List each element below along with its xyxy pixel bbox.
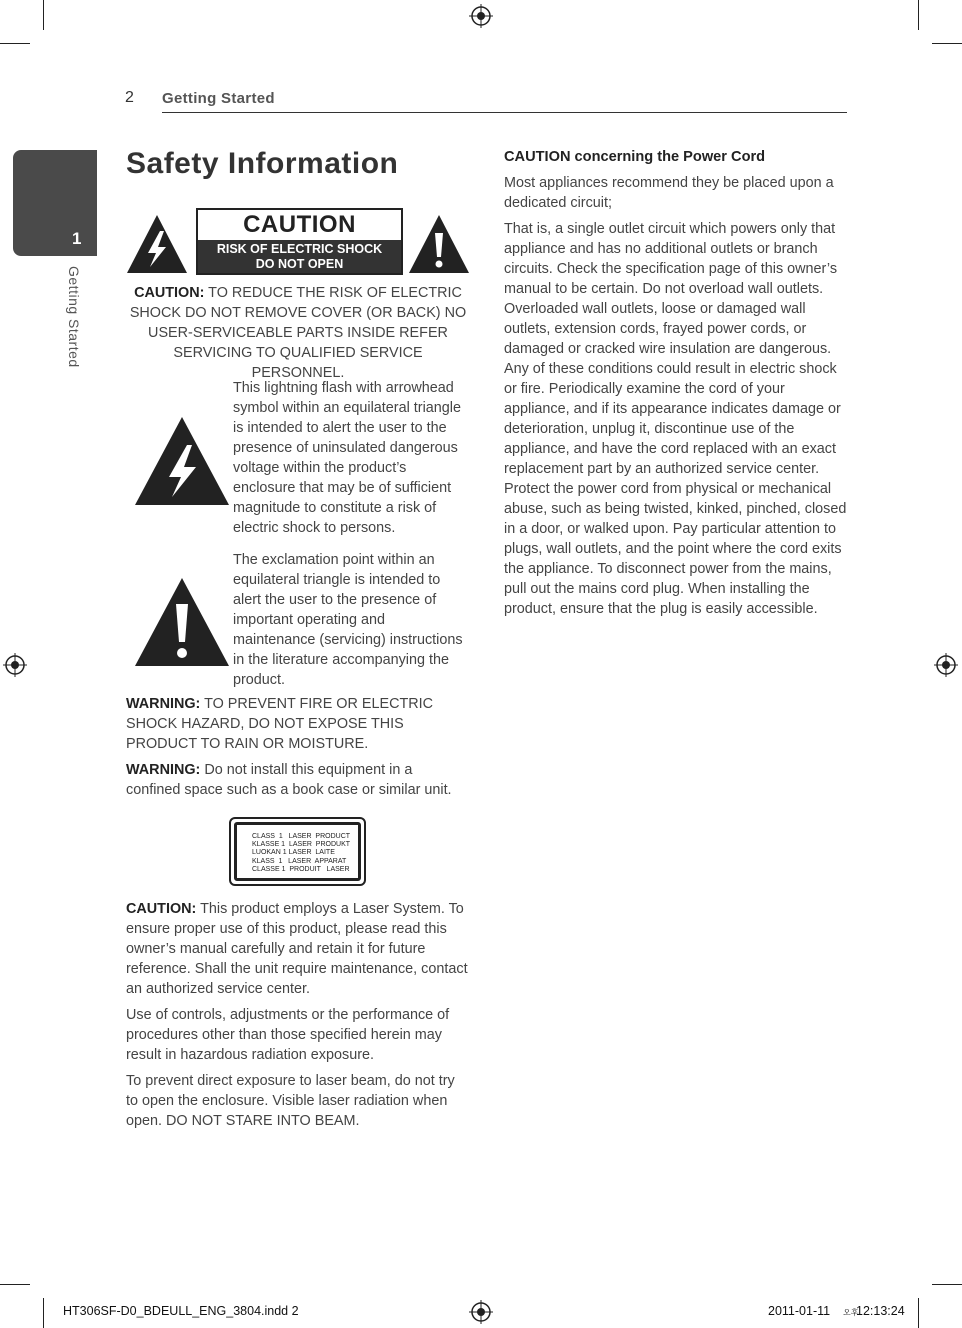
- caution-word: CAUTION: [243, 211, 356, 238]
- warning-text: Do not install this equipment in a confined space such as a book case or similar unit.: [126, 762, 452, 798]
- crop-mark: [918, 0, 919, 30]
- slug-time: 12:13:24: [856, 1304, 905, 1318]
- warning-rain: [126, 694, 470, 754]
- power-cord-heading: CAUTION concerning the Power Cord: [504, 149, 766, 165]
- chapter-label: Getting Started: [66, 266, 82, 368]
- section-header: Getting Started: [162, 90, 275, 107]
- crop-mark: [0, 1284, 30, 1285]
- power-cord-paragraph: Most appliances recommend they be placed upon a dedicated circuit;: [504, 175, 834, 211]
- slug-date: 2011-01-11: [768, 1304, 831, 1318]
- warning-lead: WARNING:: [126, 696, 201, 712]
- slug-marker: 오후: [843, 1308, 859, 1317]
- crop-mark: [43, 0, 44, 30]
- lightning-triangle-icon: [126, 213, 188, 275]
- crop-mark: [932, 1284, 962, 1285]
- caution-subtitle-line: DO NOT OPEN: [255, 257, 344, 271]
- laser-paragraph: To prevent direct exposure to laser beam, do not try to open the enclosure. Visible laser radiation when open. DO NOT STARE INTO BEAM.: [126, 1073, 455, 1129]
- exclamation-triangle-icon: [408, 213, 470, 275]
- registration-mark-icon: [469, 4, 493, 28]
- caution-subtitle-line: RISK OF ELECTRIC SHOCK: [216, 242, 383, 256]
- caution-notice: [126, 283, 470, 383]
- power-cord-paragraph: That is, a single outlet circuit which powers only that appliance and has no additional outlets or branch circuits. Check the specification page of this owner’s manual to be certain. Do not overload wall outlets. Overloaded wall outlets, loose or damaged wall outlets, extension cords, frayed power cords, or damaged or cracked wire insulation are dangerous. Any of these conditions could result in electric shock or fire. Periodically examine the cord of your appliance, and if its appearance indicates damage or deterioration, unplug it, discontinue use of the appliance, and have the cord replaced with an exact replacement part by an authorized service center. Protect the power cord from physical or mechanical abuse, such as being twisted, kinked, pinched, closed in a door, or walked upon. Pay particular attention to plugs, wall outlets, and the point where the cord exits the appliance. To disconnect power from the mains, pull out the mains cord plug. When installing the product, ensure that the plug is easily accessible.: [504, 221, 847, 617]
- laser-caution-text: This product employs a Laser System. To ensure proper use of this product, please read this owner’s manual carefully and retain it for future reference. Shall the unit require maintenance, contact an authorized service center.: [126, 901, 468, 997]
- caution-notice-text: TO REDUCE THE RISK OF ELECTRIC SHOCK DO NOT REMOVE COVER (OR BACK) NO USER-SERVICEABLE PARTS INSIDE REFER SERVICING TO QUALIFIED SERVICE PERSONNEL.: [129, 285, 467, 381]
- crop-mark: [43, 1298, 44, 1328]
- warning-text: TO PREVENT FIRE OR ELECTRIC SHOCK HAZARD, DO NOT EXPOSE THIS PRODUCT TO RAIN OR MOISTURE.: [126, 696, 434, 752]
- registration-mark-icon: [934, 653, 958, 677]
- exclamation-triangle-icon: [134, 576, 230, 668]
- crop-mark: [932, 43, 962, 44]
- slug-filename: HT306SF-D0_BDEULL_ENG_3804.indd 2: [63, 1304, 299, 1318]
- crop-mark: [0, 43, 30, 44]
- caution-subtitle: [198, 240, 401, 273]
- crop-mark: [918, 1298, 919, 1328]
- laser-caution-lead: CAUTION:: [126, 901, 197, 917]
- warning-lead: WARNING:: [126, 762, 201, 778]
- header-rule: [162, 112, 847, 113]
- laser-label-text: CLASS 1 LASER PRODUCT KLASSE 1 LASER PRODUKT LUOKAN 1 LASER LAITE KLASS 1 LASER APPARAT CLASSE 1 PRODUIT LASER: [234, 822, 361, 881]
- chapter-tab: [13, 150, 97, 256]
- lightning-triangle-icon: [134, 415, 230, 507]
- page-title: Safety Information: [126, 147, 399, 180]
- page-number: 2: [125, 89, 134, 106]
- exclamation-description: The exclamation point within an equilateral triangle is intended to alert the user to the presence of important operating and maintenance (servicing) instructions in the literature accompanying the product.: [233, 552, 463, 688]
- registration-mark-icon: [3, 653, 27, 677]
- registration-mark-icon: [469, 1300, 493, 1324]
- laser-caution: [126, 899, 470, 999]
- warning-confined: [126, 760, 470, 800]
- caution-label: [196, 208, 403, 275]
- lightning-description: This lightning flash with arrowhead symbol within an equilateral triangle is intended to alert the user to the presence of uninsulated dangerous voltage within the product’s enclosure that may be of sufficient magnitude to constitute a risk of electric shock to persons.: [233, 380, 461, 536]
- laser-class-label: [229, 817, 366, 886]
- caution-notice-lead: CAUTION:: [134, 285, 205, 301]
- chapter-number: 1: [72, 229, 82, 248]
- laser-paragraph: Use of controls, adjustments or the performance of procedures other than those specified herein may result in hazardous radiation exposure.: [126, 1007, 450, 1063]
